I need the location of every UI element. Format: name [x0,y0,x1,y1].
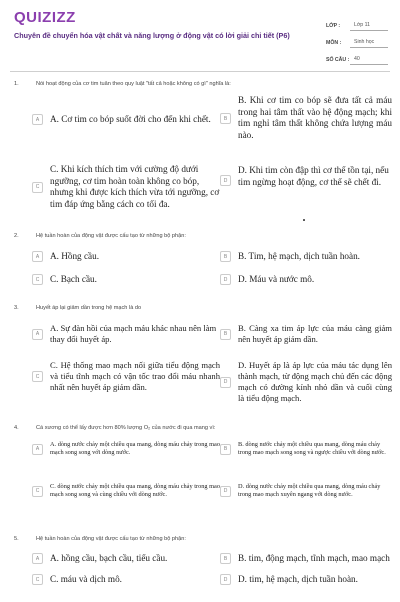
options-grid [12,311,392,425]
option-text: A. Cơ tim co bóp suốt đời cho đến khi chết. [50,114,211,124]
question-text: Cá xương có thể lấy được hơn 80% lượng O₂ của nước đi qua mang vì: [36,425,216,431]
option-text: B. Khi cơ tim co bóp sẽ đưa tất cả máu trong hai tâm thất vào hệ động mạch; khi tim nghỉ tâm thất không chứa lượng máu nào. [238,95,392,140]
option-c[interactable] [32,574,220,586]
meta-row-class [326,14,388,31]
question-text: Hệ tuần hoàn của động vật được cấu tạo từ những bộ phận: [36,233,186,239]
option-a[interactable] [32,553,220,565]
option-text: C. Hệ thống mao mạch nối giữa tiểu động mạch và tiểu tĩnh mạch có vận tốc trao đổi máu nhanh nhất nên huyết áp giảm dần. [50,360,220,392]
option-letter-d: D [220,274,231,285]
question-number: 4. [14,425,19,431]
question-text: Huyết áp lại giảm dần trong hệ mạch là do [36,305,142,311]
meta-label: LỚP : [326,23,341,29]
option-c[interactable] [32,360,220,393]
meta-row-count [326,48,388,65]
options-grid [12,87,392,233]
meta-row-subject [326,31,388,48]
quizizz-logo: QUIZIZZ [14,9,76,26]
option-d[interactable] [220,360,392,404]
meta-label: MÔN : [326,40,342,46]
meta-value: Lớp 11 [350,22,388,31]
options-grid [12,431,388,536]
option-text: A. dòng nước chảy một chiều qua mang, dòng máu chảy trong mao mạch song song với dòng nước. [50,441,220,457]
option-text: C. Bạch cầu. [50,274,97,284]
option-letter-c: C [32,274,43,285]
option-b[interactable] [220,95,392,141]
option-c[interactable] [32,274,212,286]
header-divider [10,71,390,72]
question-number: 1. [14,81,19,87]
option-c[interactable] [32,483,220,500]
document-title: Chuyên đề chuyển hóa vật chất và năng lượng ở động vật có lời giải chi tiết (P6) [14,31,290,40]
meta-label: SỐ CÂU : [326,57,350,63]
question-number: 2. [14,233,19,239]
options-grid [12,542,388,602]
question-1 [12,81,392,233]
option-letter-c: C [32,182,43,193]
option-text: A. Hồng cầu. [50,251,99,261]
option-d[interactable] [220,274,392,286]
option-a[interactable] [32,323,220,345]
option-letter-b: B [220,113,231,124]
option-a[interactable] [32,114,222,126]
option-text: A. Sự đàn hồi của mạch máu khác nhau nên làm thay đổi huyết áp. [50,323,217,344]
option-letter-d: D [220,574,231,585]
option-text: B. Càng xa tim áp lực của máu càng giảm nên huyết áp giảm dần. [238,323,392,344]
option-text: D. dòng nước chảy một chiều qua mang, dòng máu chảy trong mao mạch xuyên ngang với dòng nước. [238,483,381,499]
option-text: B. Tim, hệ mạch, dịch tuần hoàn. [238,251,360,261]
page-header [0,0,400,72]
option-letter-d: D [220,377,231,388]
option-a[interactable] [32,441,220,458]
option-letter-a: A [32,553,43,564]
document-meta [326,14,388,65]
question-3 [12,305,392,425]
option-b[interactable] [220,251,392,263]
option-letter-b: B [220,553,231,564]
option-text: D. Huyết áp là áp lực của máu tác dụng lên thành mạch, từ động mạch chủ đến các động mạch có đường kính nhỏ dần và cuối cùng là tiểu động mạch. [238,360,392,403]
option-letter-c: C [32,574,43,585]
option-text: D. Khi tim còn đập thì cơ thể tồn tại, nếu tim ngừng hoạt động, cơ thể sẽ chết đi. [238,165,389,187]
option-text: C. dòng nước chảy một chiều qua mang, dòng máu chảy trong mao mạch song song và cùng chiều với dòng nước. [50,483,220,499]
option-b[interactable] [220,323,392,345]
meta-value: 40 [350,56,388,65]
option-text: D. Máu và nước mô. [238,274,315,284]
option-letter-d: D [220,486,231,497]
option-d[interactable] [220,165,392,188]
option-letter-b: B [220,444,231,455]
meta-value: Sinh học [350,39,388,48]
option-letter-a: A [32,329,43,340]
option-text: B. dòng nước chảy một chiều qua mang, dòng máu chảy trong mao mạch song song và ngược chiều với dòng nước. [238,441,386,457]
option-b[interactable] [220,441,392,458]
option-letter-a: A [32,444,43,455]
question-2 [12,233,388,305]
option-text: C. Khi kích thích tim với cường độ dưới ngưỡng, cơ tim hoàn toàn không co bóp, nhưng khi được kích thích vừa tới ngưỡng, cơ tim đáp ứng bằng cách co tối đa. [50,164,220,209]
question-number: 5. [14,536,19,542]
option-d[interactable] [220,483,392,500]
option-text: D. tim, hệ mạch, dịch tuần hoàn. [238,574,358,584]
question-4 [12,425,388,536]
option-c[interactable] [32,164,224,210]
option-text: C. máu và dịch mô. [50,574,122,584]
question-text: Nói hoạt động của cơ tim tuân theo quy luật "tất cả hoặc không có gì" nghĩa là: [36,81,231,87]
option-text: B. tim, động mạch, tĩnh mạch, mao mạch [238,553,390,563]
option-letter-b: B [220,251,231,262]
option-d[interactable] [220,574,392,586]
option-b[interactable] [220,553,392,565]
stray-dot [303,219,305,221]
option-a[interactable] [32,251,212,263]
option-letter-d: D [220,175,231,186]
option-letter-a: A [32,114,43,125]
option-text: A. hồng cầu, bạch cầu, tiểu cầu. [50,553,168,563]
options-grid [12,239,388,305]
question-5 [12,536,388,602]
option-letter-a: A [32,251,43,262]
option-letter-b: B [220,329,231,340]
option-letter-c: C [32,371,43,382]
question-number: 3. [14,305,19,311]
option-letter-c: C [32,486,43,497]
question-text: Hệ tuần hoàn của động vật được cấu tạo từ những bộ phận: [36,536,186,542]
